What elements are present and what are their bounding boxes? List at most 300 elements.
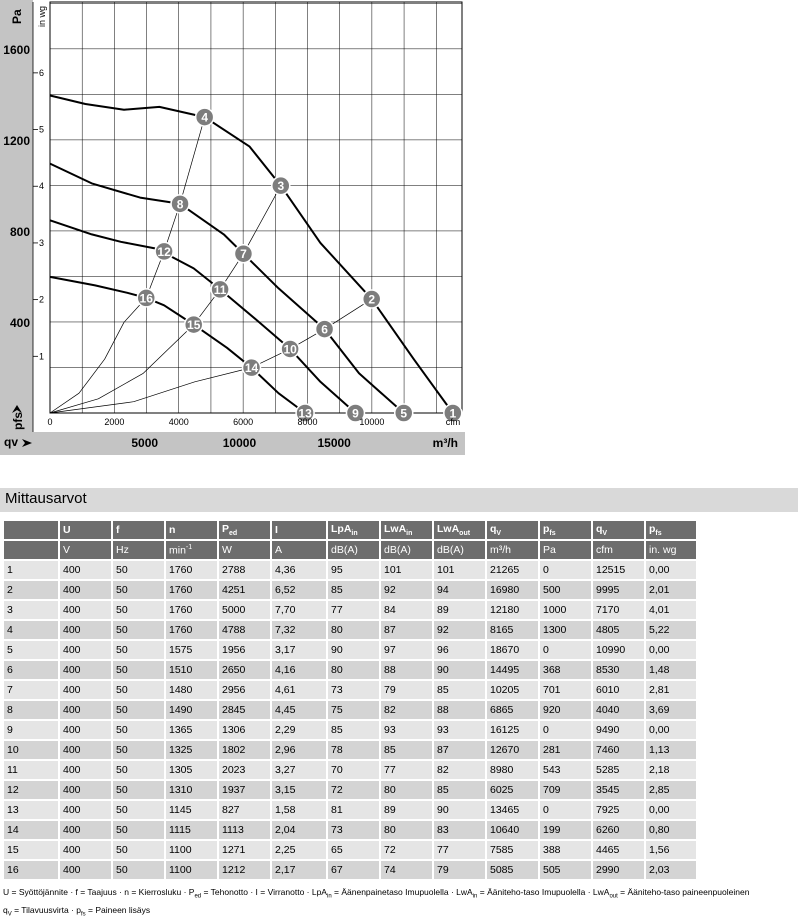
table-row <box>4 761 696 779</box>
table-row <box>4 741 696 759</box>
table-cell: 6025 <box>487 781 538 799</box>
legend-subscript: V <box>7 911 12 918</box>
table-cell: 0,00 <box>646 721 696 739</box>
table-cell: 400 <box>60 721 111 739</box>
column-header: LwA$_{in}$ <box>381 521 432 539</box>
table-cell: 400 <box>60 661 111 679</box>
table-cell: 89 <box>434 601 485 619</box>
column-header: $q_V$ <box>487 521 538 539</box>
table-cell: 3,17 <box>272 641 326 659</box>
operating-point-label: 6 <box>321 322 328 337</box>
chart-svg <box>0 0 465 455</box>
table-row <box>4 801 696 819</box>
table-cell: 9995 <box>593 581 644 599</box>
table-cell: 10 <box>4 741 58 759</box>
table-cell: 11 <box>4 761 58 779</box>
table-cell: 0 <box>540 721 591 739</box>
table-cell: 0,00 <box>646 641 696 659</box>
table-cell: 78 <box>328 741 379 759</box>
table-cell: 90 <box>328 641 379 659</box>
table-cell: 14495 <box>487 661 538 679</box>
pa-axis-title: Pa <box>10 9 24 24</box>
table-cell: 16125 <box>487 721 538 739</box>
abbreviation-legend <box>3 886 798 921</box>
operating-point-label: 16 <box>139 291 153 306</box>
table-row <box>4 641 696 659</box>
table-cell: 79 <box>381 681 432 699</box>
table-cell: 1760 <box>166 621 217 639</box>
table-cell: 543 <box>540 761 591 779</box>
inwg-tick-label: 2 <box>39 294 45 305</box>
table-cell: 2,29 <box>272 721 326 739</box>
table-cell: 3 <box>4 601 58 619</box>
table-cell: 1306 <box>219 721 270 739</box>
table-cell: 7925 <box>593 801 644 819</box>
table-cell: 2990 <box>593 861 644 879</box>
table-cell: 1937 <box>219 781 270 799</box>
legend-subscript: out <box>609 893 618 900</box>
table-cell: 2023 <box>219 761 270 779</box>
cfm-tick-label: 4000 <box>168 417 189 427</box>
table-cell: 79 <box>434 861 485 879</box>
table-cell: 10640 <box>487 821 538 839</box>
plot-area <box>50 2 462 413</box>
table-cell: 4465 <box>593 841 644 859</box>
table-cell: 50 <box>113 601 164 619</box>
table-cell: 400 <box>60 621 111 639</box>
table-cell: 4,36 <box>272 561 326 579</box>
legend-subscript: ed <box>194 893 202 900</box>
column-unit: V <box>60 541 111 559</box>
table-cell: 1956 <box>219 641 270 659</box>
table-cell: 2,85 <box>646 781 696 799</box>
operating-point-label: 3 <box>277 179 285 194</box>
table-cell: 77 <box>328 601 379 619</box>
table-cell: 4788 <box>219 621 270 639</box>
table-cell: 85 <box>434 681 485 699</box>
column-header <box>4 521 58 539</box>
table-cell: 1760 <box>166 561 217 579</box>
table-cell: 70 <box>328 761 379 779</box>
cfm-tick-label: 8000 <box>297 417 318 427</box>
table-cell: 8530 <box>593 661 644 679</box>
column-unit: in. wg <box>646 541 696 559</box>
table-cell: 94 <box>434 581 485 599</box>
operating-point-label: 15 <box>187 318 201 333</box>
table-cell: 0,00 <box>646 561 696 579</box>
table-row <box>4 821 696 839</box>
table-cell: 50 <box>113 821 164 839</box>
operating-point-label: 14 <box>244 361 259 376</box>
table-row <box>4 701 696 719</box>
table-row <box>4 621 696 639</box>
table-cell: 368 <box>540 661 591 679</box>
table-cell: 50 <box>113 561 164 579</box>
table-cell: 400 <box>60 601 111 619</box>
table-cell: 7585 <box>487 841 538 859</box>
table-cell: 73 <box>328 681 379 699</box>
table-cell: 1325 <box>166 741 217 759</box>
table-cell: 50 <box>113 841 164 859</box>
table-cell: 90 <box>434 801 485 819</box>
table-cell: 1,48 <box>646 661 696 679</box>
table-cell: 1510 <box>166 661 217 679</box>
table-cell: 80 <box>328 621 379 639</box>
table-cell: 96 <box>434 641 485 659</box>
table-row <box>4 681 696 699</box>
table-cell: 75 <box>328 701 379 719</box>
table-cell: 2650 <box>219 661 270 679</box>
table-cell: 1,13 <box>646 741 696 759</box>
table-cell: 85 <box>328 721 379 739</box>
cfm-tick-label: 2000 <box>104 417 125 427</box>
table-cell: 388 <box>540 841 591 859</box>
table-cell: 400 <box>60 581 111 599</box>
inwg-axis-title: in wg <box>37 5 47 27</box>
table-cell: 400 <box>60 781 111 799</box>
table-cell: 2,96 <box>272 741 326 759</box>
table-cell: 8165 <box>487 621 538 639</box>
table-cell: 4,61 <box>272 681 326 699</box>
m3h-tick-label: 5000 <box>131 436 159 450</box>
table-cell: 73 <box>328 821 379 839</box>
inwg-tick-label: 6 <box>39 67 45 78</box>
legend-subscript: in <box>472 893 478 900</box>
table-cell: 6010 <box>593 681 644 699</box>
table-cell: 50 <box>113 781 164 799</box>
table-cell: 88 <box>381 661 432 679</box>
table-cell: 12 <box>4 781 58 799</box>
table-cell: 5285 <box>593 761 644 779</box>
table-cell: 2,81 <box>646 681 696 699</box>
column-unit: $\min^{-1}$ <box>166 541 217 559</box>
table-cell: 1,58 <box>272 801 326 819</box>
table-cell: 199 <box>540 821 591 839</box>
operating-point-label: 4 <box>201 110 209 125</box>
operating-point-label: 7 <box>240 247 247 262</box>
table-cell: 2,01 <box>646 581 696 599</box>
table-row <box>4 601 696 619</box>
table-cell: 3,69 <box>646 701 696 719</box>
table-cell: 85 <box>381 741 432 759</box>
table-cell: 50 <box>113 741 164 759</box>
column-unit: dB(A) <box>328 541 379 559</box>
table-cell: 7,70 <box>272 601 326 619</box>
table-cell: 88 <box>434 701 485 719</box>
table-cell: 3,27 <box>272 761 326 779</box>
table-cell: 4 <box>4 621 58 639</box>
pa-tick-label: 1200 <box>3 133 30 148</box>
table-cell: 6865 <box>487 701 538 719</box>
table-cell: 12515 <box>593 561 644 579</box>
pfs-axis-title: pfs <box>11 412 25 430</box>
column-header: $q_V$ <box>593 521 644 539</box>
table-cell: 400 <box>60 841 111 859</box>
table-cell: 2,18 <box>646 761 696 779</box>
table-cell: 0 <box>540 641 591 659</box>
table-cell: 80 <box>328 661 379 679</box>
table-cell: 50 <box>113 681 164 699</box>
table-cell: 505 <box>540 861 591 879</box>
table-cell: 50 <box>113 641 164 659</box>
column-header: U <box>60 521 111 539</box>
table-cell: 16980 <box>487 581 538 599</box>
column-header: n <box>166 521 217 539</box>
column-header: LpA$_{in}$ <box>328 521 379 539</box>
table-cell: 2,04 <box>272 821 326 839</box>
table-cell: 50 <box>113 861 164 879</box>
inwg-tick-label: 1 <box>39 351 45 362</box>
table-cell: 65 <box>328 841 379 859</box>
table-row <box>4 841 696 859</box>
table-cell: 1212 <box>219 861 270 879</box>
table-cell: 1305 <box>166 761 217 779</box>
operating-point-label: 13 <box>298 406 312 421</box>
table-cell: 3,15 <box>272 781 326 799</box>
table-cell: 2,17 <box>272 861 326 879</box>
table-cell: 81 <box>328 801 379 819</box>
table-cell: 2956 <box>219 681 270 699</box>
legend-subscript: fs <box>80 911 86 918</box>
table-cell: 5,22 <box>646 621 696 639</box>
table-cell: 701 <box>540 681 591 699</box>
table-cell: 400 <box>60 801 111 819</box>
table-cell: 77 <box>381 761 432 779</box>
table-cell: 50 <box>113 801 164 819</box>
table-cell: 3545 <box>593 781 644 799</box>
table-cell: 1490 <box>166 701 217 719</box>
legend-line-1: U = Syöttöjännite · f = Taajuus · n = Kierrosluku · $P_{ed}$ = Tehonotto · I = Virranotto · LpA$_{in}$ = Äänenpainetaso Imupuolella · LwA$_{in}$ = Ääniteho-taso Imupuolella · LwA$_{out}$ = Ääniteho-taso paineenpuoleinen <box>3 887 750 900</box>
table-cell: 80 <box>381 781 432 799</box>
cfm-tick-label: 0 <box>47 417 53 427</box>
column-unit: dB(A) <box>381 541 432 559</box>
table-cell: 1310 <box>166 781 217 799</box>
table-row <box>4 581 696 599</box>
pa-tick-label: 1600 <box>3 42 30 57</box>
pa-tick-label: 800 <box>9 224 30 239</box>
pa-tick-label: 400 <box>9 315 30 330</box>
table-cell: 5085 <box>487 861 538 879</box>
qv-axis-title: qv <box>4 435 19 449</box>
column-header: LwA$_{out}$ <box>434 521 485 539</box>
table-cell: 87 <box>434 741 485 759</box>
section-title: Mittausarvot <box>5 490 87 507</box>
table-cell: 0 <box>540 801 591 819</box>
table-cell: 920 <box>540 701 591 719</box>
table-cell: 0,00 <box>646 801 696 819</box>
operating-point-label: 8 <box>176 197 184 212</box>
table-cell: 80 <box>381 821 432 839</box>
table-cell: 4,45 <box>272 701 326 719</box>
table-cell: 87 <box>381 621 432 639</box>
operating-point-label: 11 <box>213 282 227 297</box>
table-cell: 50 <box>113 761 164 779</box>
column-unit: Hz <box>113 541 164 559</box>
table-cell: 82 <box>381 701 432 719</box>
table-cell: 1100 <box>166 841 217 859</box>
table-cell: 1145 <box>166 801 217 819</box>
table-cell: 7 <box>4 681 58 699</box>
table-row <box>4 661 696 679</box>
table-cell: 1271 <box>219 841 270 859</box>
table-cell: 12180 <box>487 601 538 619</box>
table-cell: 400 <box>60 561 111 579</box>
table-cell: 101 <box>381 561 432 579</box>
table-cell: 10990 <box>593 641 644 659</box>
table-body <box>4 561 696 879</box>
table-cell: 1113 <box>219 821 270 839</box>
table-cell: 72 <box>381 841 432 859</box>
table-cell: 9490 <box>593 721 644 739</box>
table-cell: 2845 <box>219 701 270 719</box>
legend-line-2: $q_V$ = Tilavuusvirta · $p_{fs}$ = Paineen lisäys <box>3 904 151 918</box>
table-cell: 4040 <box>593 701 644 719</box>
inwg-tick-label: 4 <box>39 181 45 192</box>
operating-point-label: 9 <box>352 406 359 421</box>
table-row <box>4 861 696 879</box>
table-cell: 4251 <box>219 581 270 599</box>
table-cell: 400 <box>60 641 111 659</box>
section-header <box>0 488 798 512</box>
table-cell: 89 <box>381 801 432 819</box>
table-cell: 4805 <box>593 621 644 639</box>
table-cell: 2788 <box>219 561 270 579</box>
table-cell: 84 <box>381 601 432 619</box>
table-cell: 6 <box>4 661 58 679</box>
table-cell: 827 <box>219 801 270 819</box>
table-cell: 93 <box>381 721 432 739</box>
table-cell: 4,01 <box>646 601 696 619</box>
measurement-table <box>2 519 698 881</box>
table-header-row <box>4 521 696 539</box>
column-header: f <box>113 521 164 539</box>
table-cell: 1300 <box>540 621 591 639</box>
fan-performance-chart <box>0 0 465 455</box>
table-cell: 1,56 <box>646 841 696 859</box>
m3h-tick-label: 10000 <box>222 436 257 450</box>
table-cell: 1760 <box>166 601 217 619</box>
cfm-unit-label: cfm <box>445 417 461 427</box>
table-cell: 2,25 <box>272 841 326 859</box>
table-row <box>4 781 696 799</box>
table-cell: 92 <box>381 581 432 599</box>
table-cell: 14 <box>4 821 58 839</box>
table-cell: 1100 <box>166 861 217 879</box>
column-unit: Pa <box>540 541 591 559</box>
table-cell: 9 <box>4 721 58 739</box>
cfm-tick-label: 10000 <box>359 417 385 427</box>
table-cell: 12670 <box>487 741 538 759</box>
table-cell: 400 <box>60 821 111 839</box>
table-cell: 82 <box>434 761 485 779</box>
table-cell: 4,16 <box>272 661 326 679</box>
table-cell: 50 <box>113 581 164 599</box>
column-header: $p_{fs}$ <box>540 521 591 539</box>
operating-point-label: 1 <box>449 406 457 421</box>
table-cell: 101 <box>434 561 485 579</box>
legend-subscript: in <box>326 893 332 900</box>
table-row <box>4 561 696 579</box>
table-cell: 0,80 <box>646 821 696 839</box>
table-cell: 7,32 <box>272 621 326 639</box>
table-cell: 85 <box>328 581 379 599</box>
table-cell: 16 <box>4 861 58 879</box>
table-cell: 1802 <box>219 741 270 759</box>
table-cell: 74 <box>381 861 432 879</box>
column-unit: W <box>219 541 270 559</box>
table-cell: 95 <box>328 561 379 579</box>
table-cell: 2 <box>4 581 58 599</box>
table-cell: 93 <box>434 721 485 739</box>
table-cell: 6260 <box>593 821 644 839</box>
table-cell: 400 <box>60 861 111 879</box>
column-unit: cfm <box>593 541 644 559</box>
table-cell: 1365 <box>166 721 217 739</box>
table-cell: 7170 <box>593 601 644 619</box>
table-cell: 400 <box>60 741 111 759</box>
table-cell: 6,52 <box>272 581 326 599</box>
table-cell: 0 <box>540 561 591 579</box>
table-cell: 1115 <box>166 821 217 839</box>
operating-point-label: 12 <box>157 244 171 259</box>
table-row <box>4 721 696 739</box>
column-header: I <box>272 521 326 539</box>
inwg-tick-label: 5 <box>39 124 45 135</box>
table-cell: 8 <box>4 701 58 719</box>
table-cell: 67 <box>328 861 379 879</box>
column-unit: A <box>272 541 326 559</box>
table-cell: 2,03 <box>646 861 696 879</box>
table-units-row <box>4 541 696 559</box>
table-cell: 92 <box>434 621 485 639</box>
table-cell: 50 <box>113 721 164 739</box>
column-unit <box>4 541 58 559</box>
table-cell: 50 <box>113 621 164 639</box>
m3h-unit-label: m³/h <box>432 436 458 450</box>
inwg-tick-label: 3 <box>39 237 45 248</box>
table-cell: 10205 <box>487 681 538 699</box>
column-header: $P_{ed}$ <box>219 521 270 539</box>
table-cell: 1760 <box>166 581 217 599</box>
table-cell: 281 <box>540 741 591 759</box>
table-cell: 21265 <box>487 561 538 579</box>
table-cell: 50 <box>113 661 164 679</box>
table-cell: 50 <box>113 701 164 719</box>
table-cell: 85 <box>434 781 485 799</box>
operating-point-label: 10 <box>283 342 297 357</box>
table-cell: 90 <box>434 661 485 679</box>
table-cell: 15 <box>4 841 58 859</box>
table-cell: 97 <box>381 641 432 659</box>
table-cell: 500 <box>540 581 591 599</box>
table-cell: 709 <box>540 781 591 799</box>
table-cell: 1480 <box>166 681 217 699</box>
m3h-tick-label: 15000 <box>317 436 351 450</box>
table-cell: 72 <box>328 781 379 799</box>
table-cell: 1575 <box>166 641 217 659</box>
table-cell: 18670 <box>487 641 538 659</box>
operating-point-label: 2 <box>368 292 376 307</box>
table-cell: 1000 <box>540 601 591 619</box>
table-cell: 5000 <box>219 601 270 619</box>
table-cell: 5 <box>4 641 58 659</box>
table-cell: 400 <box>60 701 111 719</box>
column-header: $p_{fs}$ <box>646 521 696 539</box>
table-cell: 7460 <box>593 741 644 759</box>
table-cell: 400 <box>60 761 111 779</box>
table-cell: 8980 <box>487 761 538 779</box>
table-cell: 400 <box>60 681 111 699</box>
